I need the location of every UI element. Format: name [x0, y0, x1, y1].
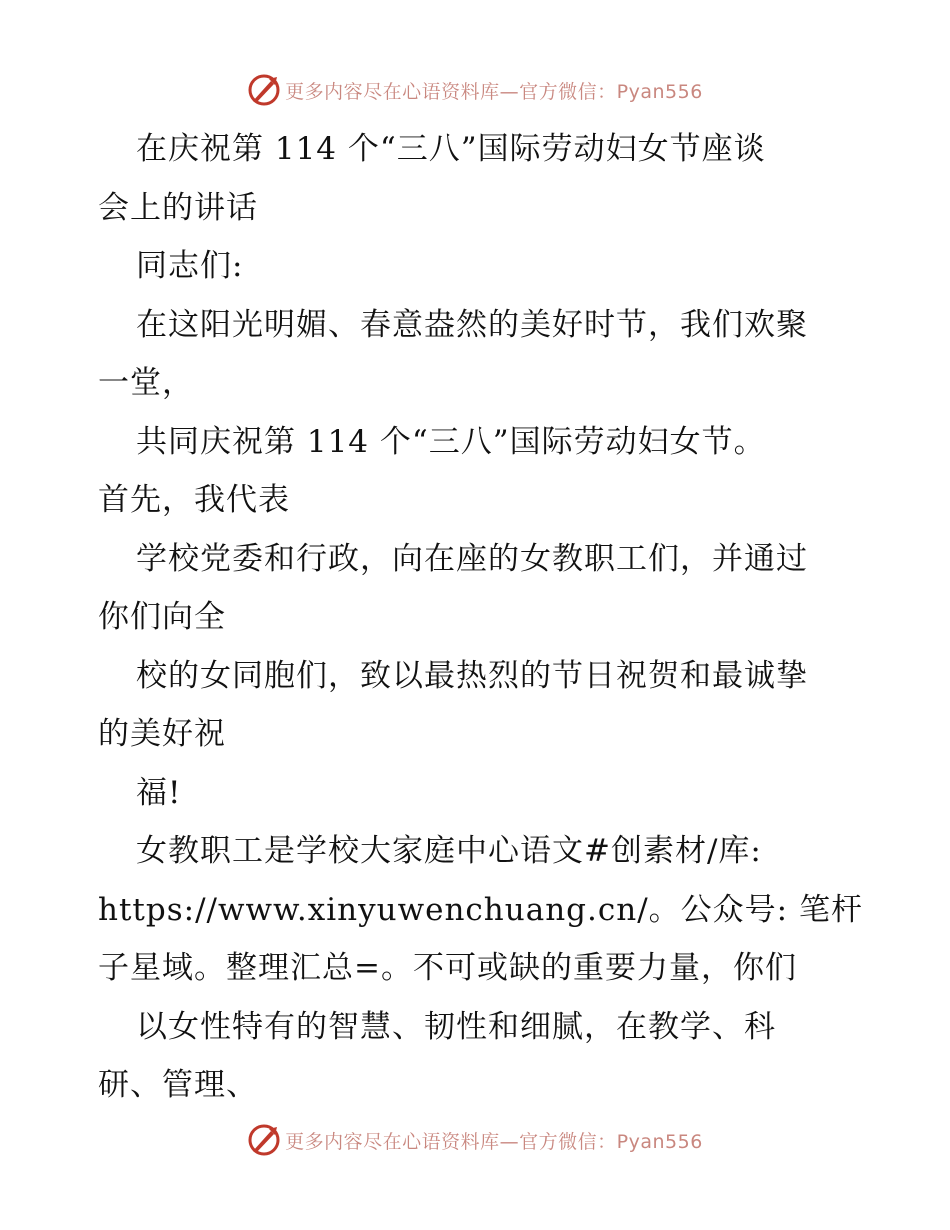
footer-banner-text: 更多内容尽在心语资料库—官方微信：Pyan556: [285, 1130, 703, 1153]
text-line: 首先，我代表: [98, 482, 290, 518]
text-line: 福!: [136, 774, 182, 811]
text-line: 校的女同胞们，致以最热烈的节日祝贺和最诚挚: [136, 657, 808, 694]
text-line: 会上的讲话: [98, 189, 258, 226]
text-line: 共同庆祝第 114 个“三八”国际劳动妇女节。: [136, 423, 766, 460]
text-line: https://www.xinyuwenchuang.cn/。公众号: 笔杆: [98, 891, 863, 928]
footer-banner: [0, 1118, 950, 1162]
text-line: 的美好祝: [98, 716, 226, 752]
document-body: [98, 120, 863, 1115]
text-line: 在这阳光明媚、春意盎然的美好时节，我们欢聚: [136, 306, 808, 343]
text-line: 研、管理、: [98, 1067, 258, 1103]
text-line: 子星域。整理汇总=。不可或缺的重要力量，你们: [98, 950, 797, 986]
header-banner: [0, 68, 950, 112]
text-line: 女教职工是学校大家庭中心语文#创素材/库:: [136, 833, 762, 869]
text-line: 同志们:: [136, 248, 244, 284]
text-line: 在庆祝第 114 个“三八”国际劳动妇女节座谈: [136, 131, 766, 167]
text-line: 你们向全: [98, 599, 226, 635]
red-quill-logo-icon: [247, 73, 281, 107]
text-line: 一堂，: [98, 365, 194, 401]
text-line: 以女性特有的智慧、韧性和细腻，在教学、科: [136, 1008, 776, 1045]
red-quill-logo-icon: [247, 1123, 281, 1157]
text-line: 学校党委和行政，向在座的女教职工们，并通过: [136, 540, 808, 577]
header-banner-text: 更多内容尽在心语资料库—官方微信：Pyan556: [285, 80, 703, 103]
